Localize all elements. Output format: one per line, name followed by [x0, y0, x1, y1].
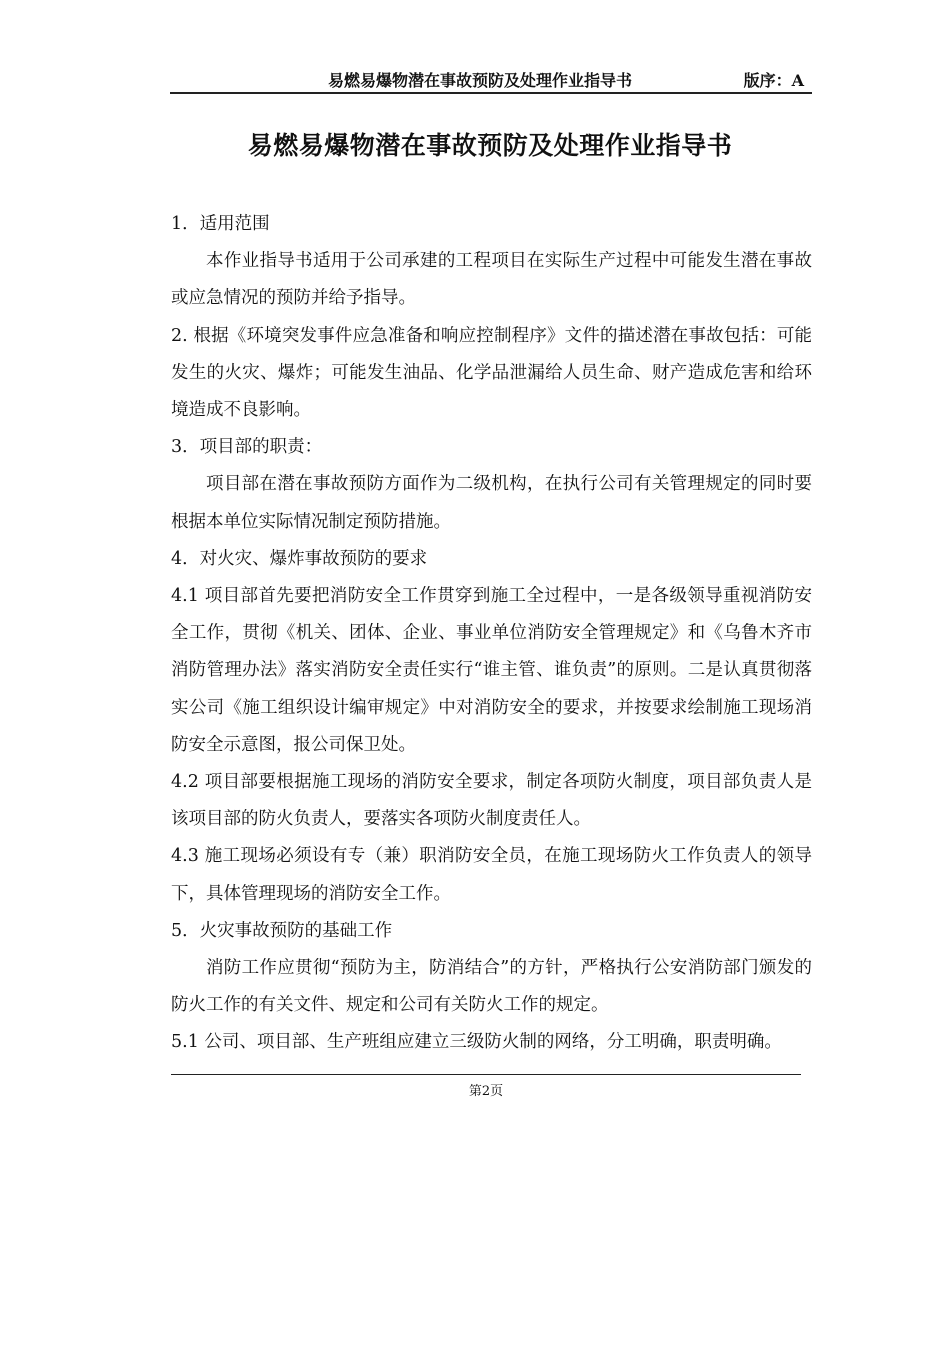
- paragraph-potential-accidents: 2. 根据《环境突发事件应急准备和响应控制程序》文件的描述潜在事故包括：可能发生的火灾、爆炸；可能发生油品、化学品泄漏给人员生命、财产造成危害和给环境造成不良影响。: [171, 325, 812, 421]
- paragraph-4-2: 4.2 项目部要根据施工现场的消防安全要求，制定各项防火制度，项目部负责人是该项目部的防火负责人，要落实各项防火制度责任人。: [171, 772, 812, 830]
- paragraph-5-1: 5.1 公司、项目部、生产班组应建立三级防火制的网络，分工明确，职责明确。: [171, 1032, 782, 1053]
- section-heading-responsibilities: 3．项目部的职责：: [171, 437, 323, 458]
- section-heading-scope: 1．适用范围: [171, 214, 270, 234]
- document-title: 易燃易爆物潜在事故预防及处理作业指导书: [247, 131, 733, 160]
- paragraph-fire-policy: 消防工作应贯彻“预防为主，防消结合”的方针，严格执行公安消防部门颁发的防火工作的有关文件、规定和公司有关防火工作的规定。: [171, 958, 812, 1016]
- header-title: 易燃易爆物潜在事故预防及处理作业指导书: [328, 71, 633, 90]
- paragraph-scope: 本作业指导书适用于公司承建的工程项目在实际生产过程中可能发生潜在事故或应急情况的预防并给予指导。: [171, 251, 812, 309]
- paragraph-4-1: 4.1 项目部首先要把消防安全工作贯穿到施工全过程中，一是各级领导重视消防安全工作，贯彻《机关、团体、企业、事业单位消防安全管理规定》和《乌鲁木齐市消防管理办法》落实消防安全责任实行“谁主管、谁负责”的原则。二是认真贯彻落实公司《施工组织设计编审规定》中对消防安全的要求，并按要求绘制施工现场消防安全示意图，报公司保卫处。: [171, 586, 812, 755]
- section-heading-fire-requirements: 4．对火灾、爆炸事故预防的要求: [171, 548, 428, 569]
- footer-divider: [171, 1074, 801, 1075]
- paragraph-responsibilities: 项目部在潜在事故预防方面作为二级机构，在执行公司有关管理规定的同时要根据本单位实际情况制定预防措施。: [171, 474, 812, 532]
- section-heading-fire-prevention-basics: 5．火灾事故预防的基础工作: [171, 920, 393, 941]
- paragraph-4-3: 4.3 施工现场必须设有专（兼）职消防安全员，在施工现场防火工作负责人的领导下，具体管理现场的消防安全工作。: [171, 846, 812, 904]
- page-header: [170, 64, 812, 94]
- header-revision: 版序：A: [743, 71, 804, 90]
- document-body: [171, 206, 812, 1062]
- page-number: 第2页: [468, 1084, 504, 1099]
